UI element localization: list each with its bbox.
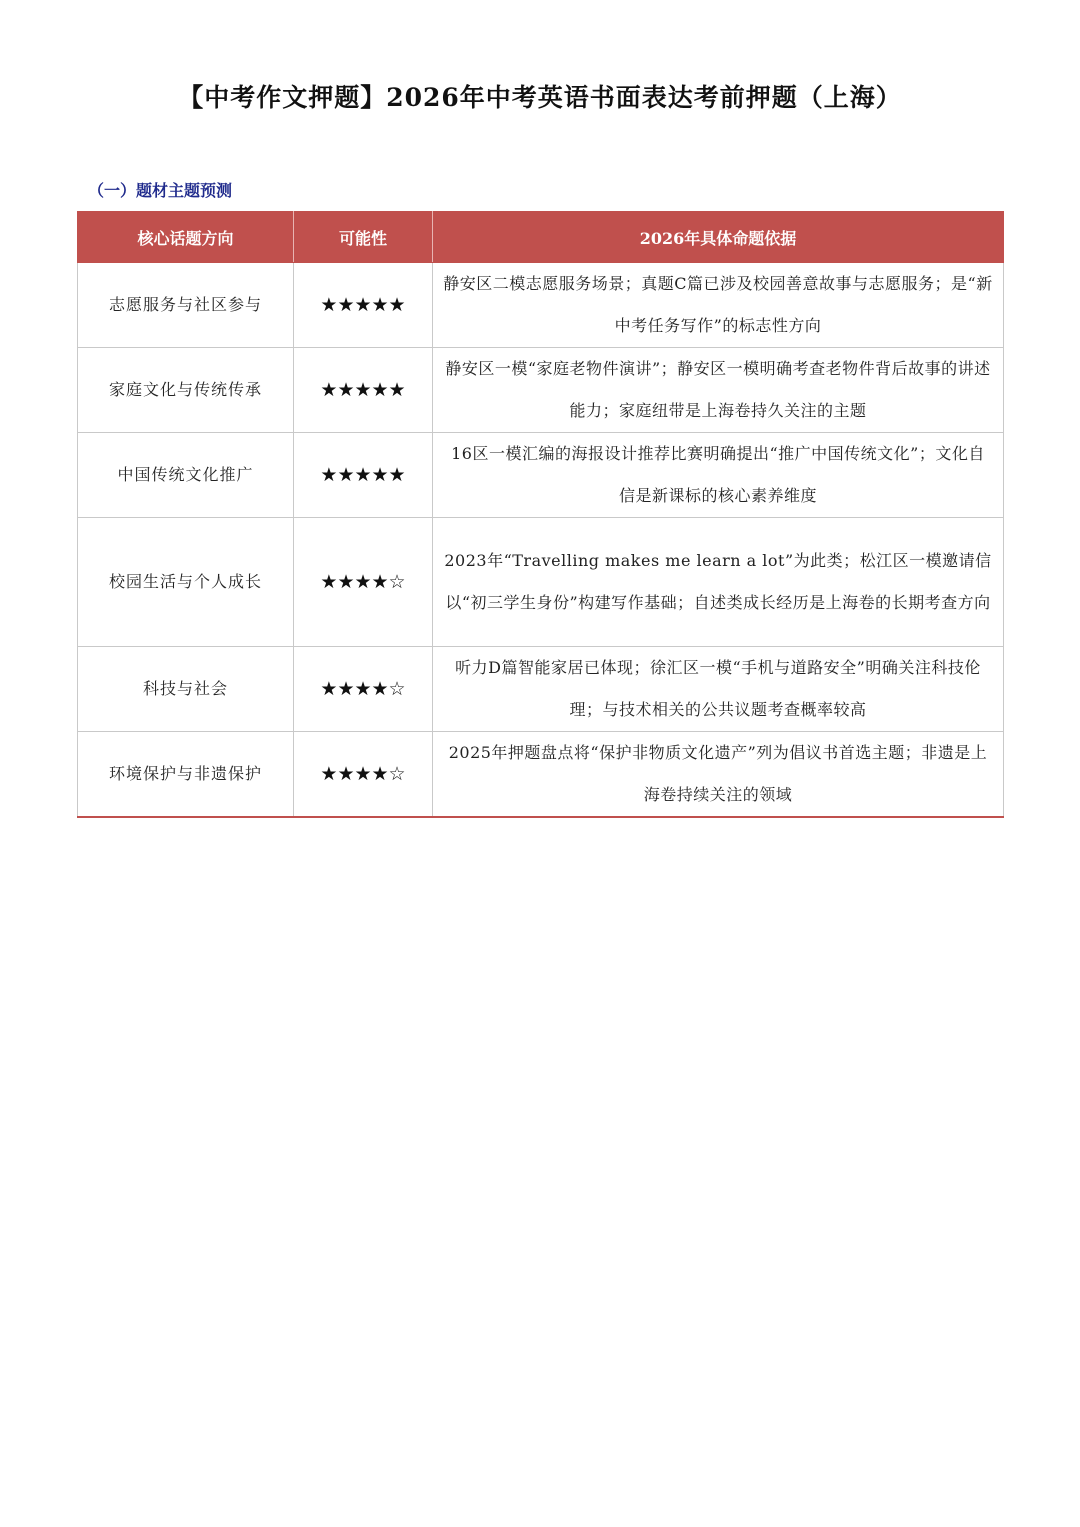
rating-stars: ★★★★☆ xyxy=(294,732,433,818)
rating-stars: ★★★★★ xyxy=(294,348,433,433)
topic-cell: 家庭文化与传统传承 xyxy=(78,348,294,433)
column-header-rating: 可能性 xyxy=(294,212,433,263)
table-row xyxy=(78,518,1004,647)
page-title: 【中考作文押题】2026年中考英语书面表达考前押题（上海） xyxy=(178,83,902,112)
basis-cell: 2023年“Travelling makes me learn a lot”为此类；松江区一模邀请信以“初三学生身份”构建写作基础；自述类成长经历是上海卷的长期考查方向 xyxy=(433,518,1004,647)
topic-cell: 志愿服务与社区参与 xyxy=(78,263,294,348)
table-row xyxy=(78,732,1004,818)
topic-cell: 科技与社会 xyxy=(78,647,294,732)
basis-cell: 静安区一模“家庭老物件演讲”；静安区一模明确考查老物件背后故事的讲述能力；家庭纽带是上海卷持久关注的主题 xyxy=(433,348,1004,433)
topic-cell: 环境保护与非遗保护 xyxy=(78,732,294,818)
column-header-basis: 2026年具体命题依据 xyxy=(433,212,1004,263)
rating-stars: ★★★★☆ xyxy=(294,647,433,732)
section-heading: （一）题材主题预测 xyxy=(88,181,233,200)
topic-cell: 中国传统文化推广 xyxy=(78,433,294,518)
topic-cell: 校园生活与个人成长 xyxy=(78,518,294,647)
basis-cell: 静安区二模志愿服务场景；真题C篇已涉及校园善意故事与志愿服务；是“新中考任务写作”的标志性方向 xyxy=(433,263,1004,348)
table-header-row xyxy=(78,212,1004,263)
rating-stars: ★★★★☆ xyxy=(294,518,433,647)
rating-stars: ★★★★★ xyxy=(294,433,433,518)
topic-prediction-table xyxy=(77,211,1004,818)
rating-stars: ★★★★★ xyxy=(294,263,433,348)
basis-cell: 2025年押题盘点将“保护非物质文化遗产”列为倡议书首选主题；非遗是上海卷持续关注的领域 xyxy=(433,732,1004,818)
table-row xyxy=(78,433,1004,518)
table-row xyxy=(78,348,1004,433)
column-header-topic: 核心话题方向 xyxy=(78,212,294,263)
basis-cell: 听力D篇智能家居已体现；徐汇区一模“手机与道路安全”明确关注科技伦理；与技术相关的公共议题考查概率较高 xyxy=(433,647,1004,732)
table-row xyxy=(78,647,1004,732)
basis-cell: 16区一模汇编的海报设计推荐比赛明确提出“推广中国传统文化”；文化自信是新课标的核心素养维度 xyxy=(433,433,1004,518)
table-row xyxy=(78,263,1004,348)
